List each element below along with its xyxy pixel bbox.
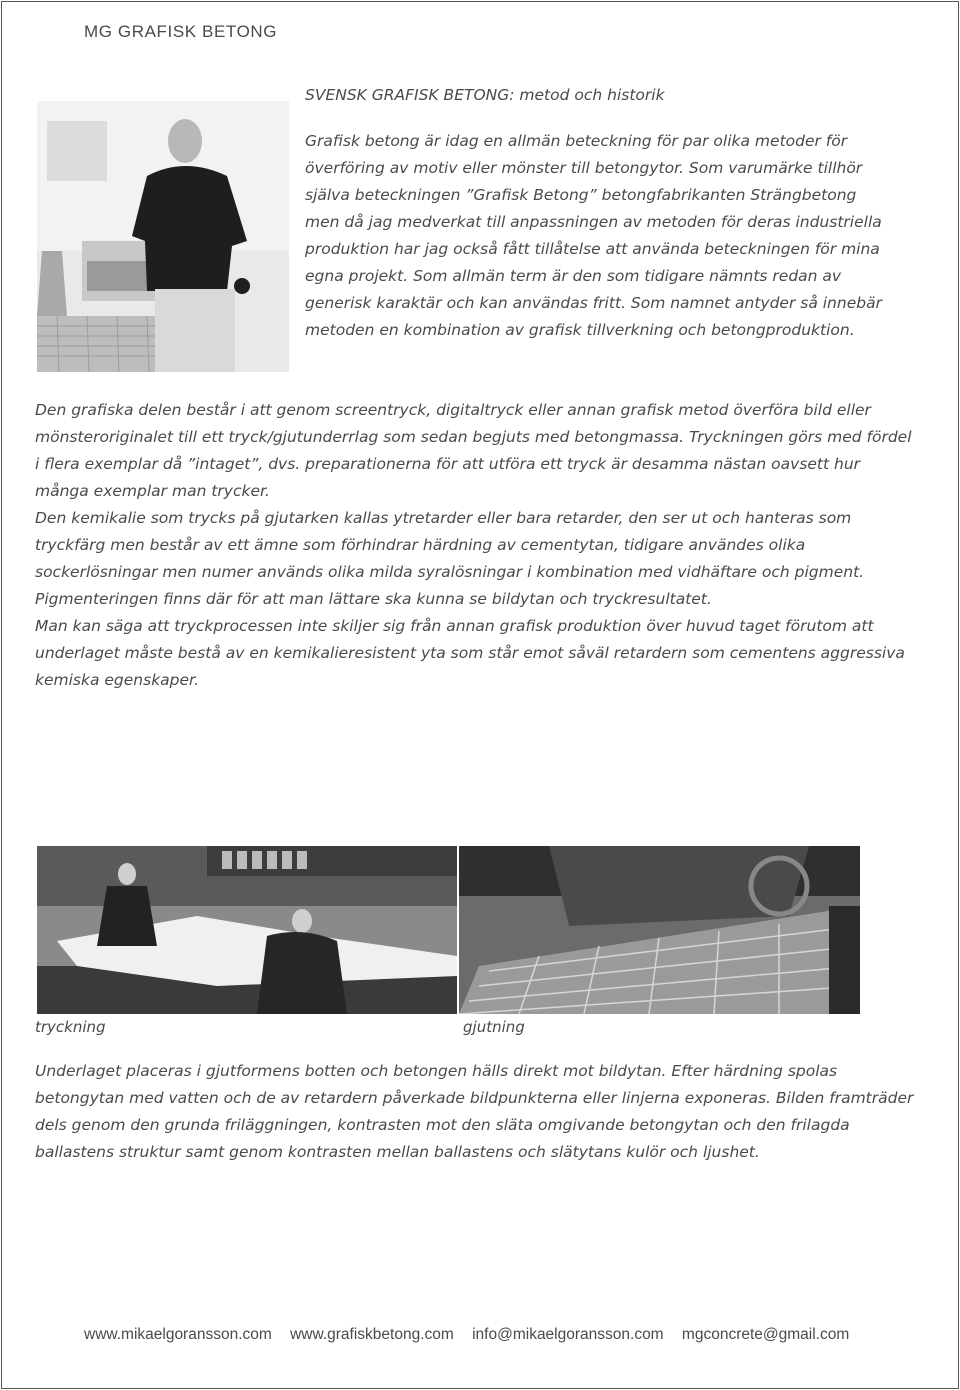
body-paragraph: Den kemikalie som trycks på gjutarken kallas ytretarder eller bara retarder, den ser ut och hanteras som tryckfärg men består av ett ämne som förhindrar härdning av cementytan, tidigare användes olika sockerlösningar men numer används olika milda syralösningar i kombination med vidhäftare och pigment. Pigmenteringen finns där för att man lättare ska kunna se bildytan och tryckresultatet. [35, 509, 865, 608]
printing-photo [37, 846, 457, 1014]
footer-links [84, 1326, 863, 1344]
footer-link-email[interactable]: info@mikaelgoransson.com [472, 1326, 664, 1343]
body-paragraph: Den grafiska delen består i att genom screentryck, digitaltryck eller annan grafisk metod överföra bild eller mönsteroriginalet till ett tryck/gjutunderrlag som sedan begjuts med betongmassa. Tryckningen görs med fördel i flera exemplar då ”intaget”, dvs. preparationerna för att utföra ett tryck är desamma nästan oavsett hur många exemplar man trycker. [35, 401, 912, 500]
article-heading: SVENSK GRAFISK BETONG: metod och historik [305, 86, 665, 104]
intro-paragraph: Grafisk betong är idag en allmän beteckning för par olika metoder för överföring av motiv eller mönster till betongytor. Som varumärke tillhör själva beteckningen ”Grafisk Betong” betongfabrikanten Strängbetong men då jag medverkat till anpassningen av metoden för deras industriella produktion har jag också fått tillåtelse att använda beteckningen för mina egna projekt. Som allmän term är den som tidigare nämnts redan av generisk karaktär och kan användas fritt. Som namnet antyder så innebär metoden en kombination av grafisk tillverkning och betongproduktion. [305, 132, 882, 339]
footer-link-grafiskbetong[interactable]: www.grafiskbetong.com [290, 1326, 454, 1343]
casting-photo [459, 846, 860, 1014]
body-section [35, 397, 915, 694]
portrait-photo [37, 101, 289, 372]
footer-link-gmail[interactable]: mgconcrete@gmail.com [681, 1326, 850, 1343]
caption-casting: gjutning [463, 1018, 525, 1036]
brand-header: MG GRAFISK BETONG [84, 22, 278, 41]
body-paragraph: Man kan säga att tryckprocessen inte skiljer sig från annan grafisk produktion över huvud taget förutom att underlaget måste bestå av en kemikalieresistent yta som står emot såväl retardern som cementens aggressiva kemiska egenskaper. [35, 617, 905, 689]
footer-link-website[interactable]: www.mikaelgoransson.com [84, 1326, 272, 1343]
caption-printing: tryckning [35, 1018, 106, 1036]
closing-paragraph: Underlaget placeras i gjutformens botten och betongen hälls direkt mot bildytan. Efter härdning spolas betongytan med vatten och de av retardern påverkade bildpunkterna eller linjerna exponeras. Bilden framträder dels genom den grunda friläggningen, kontrasten mot den släta omgivande betongytan och den frilagda ballastens struktur samt genom kontrasten mellan ballastens och slätytans kulör och ljushet. [35, 1062, 914, 1161]
